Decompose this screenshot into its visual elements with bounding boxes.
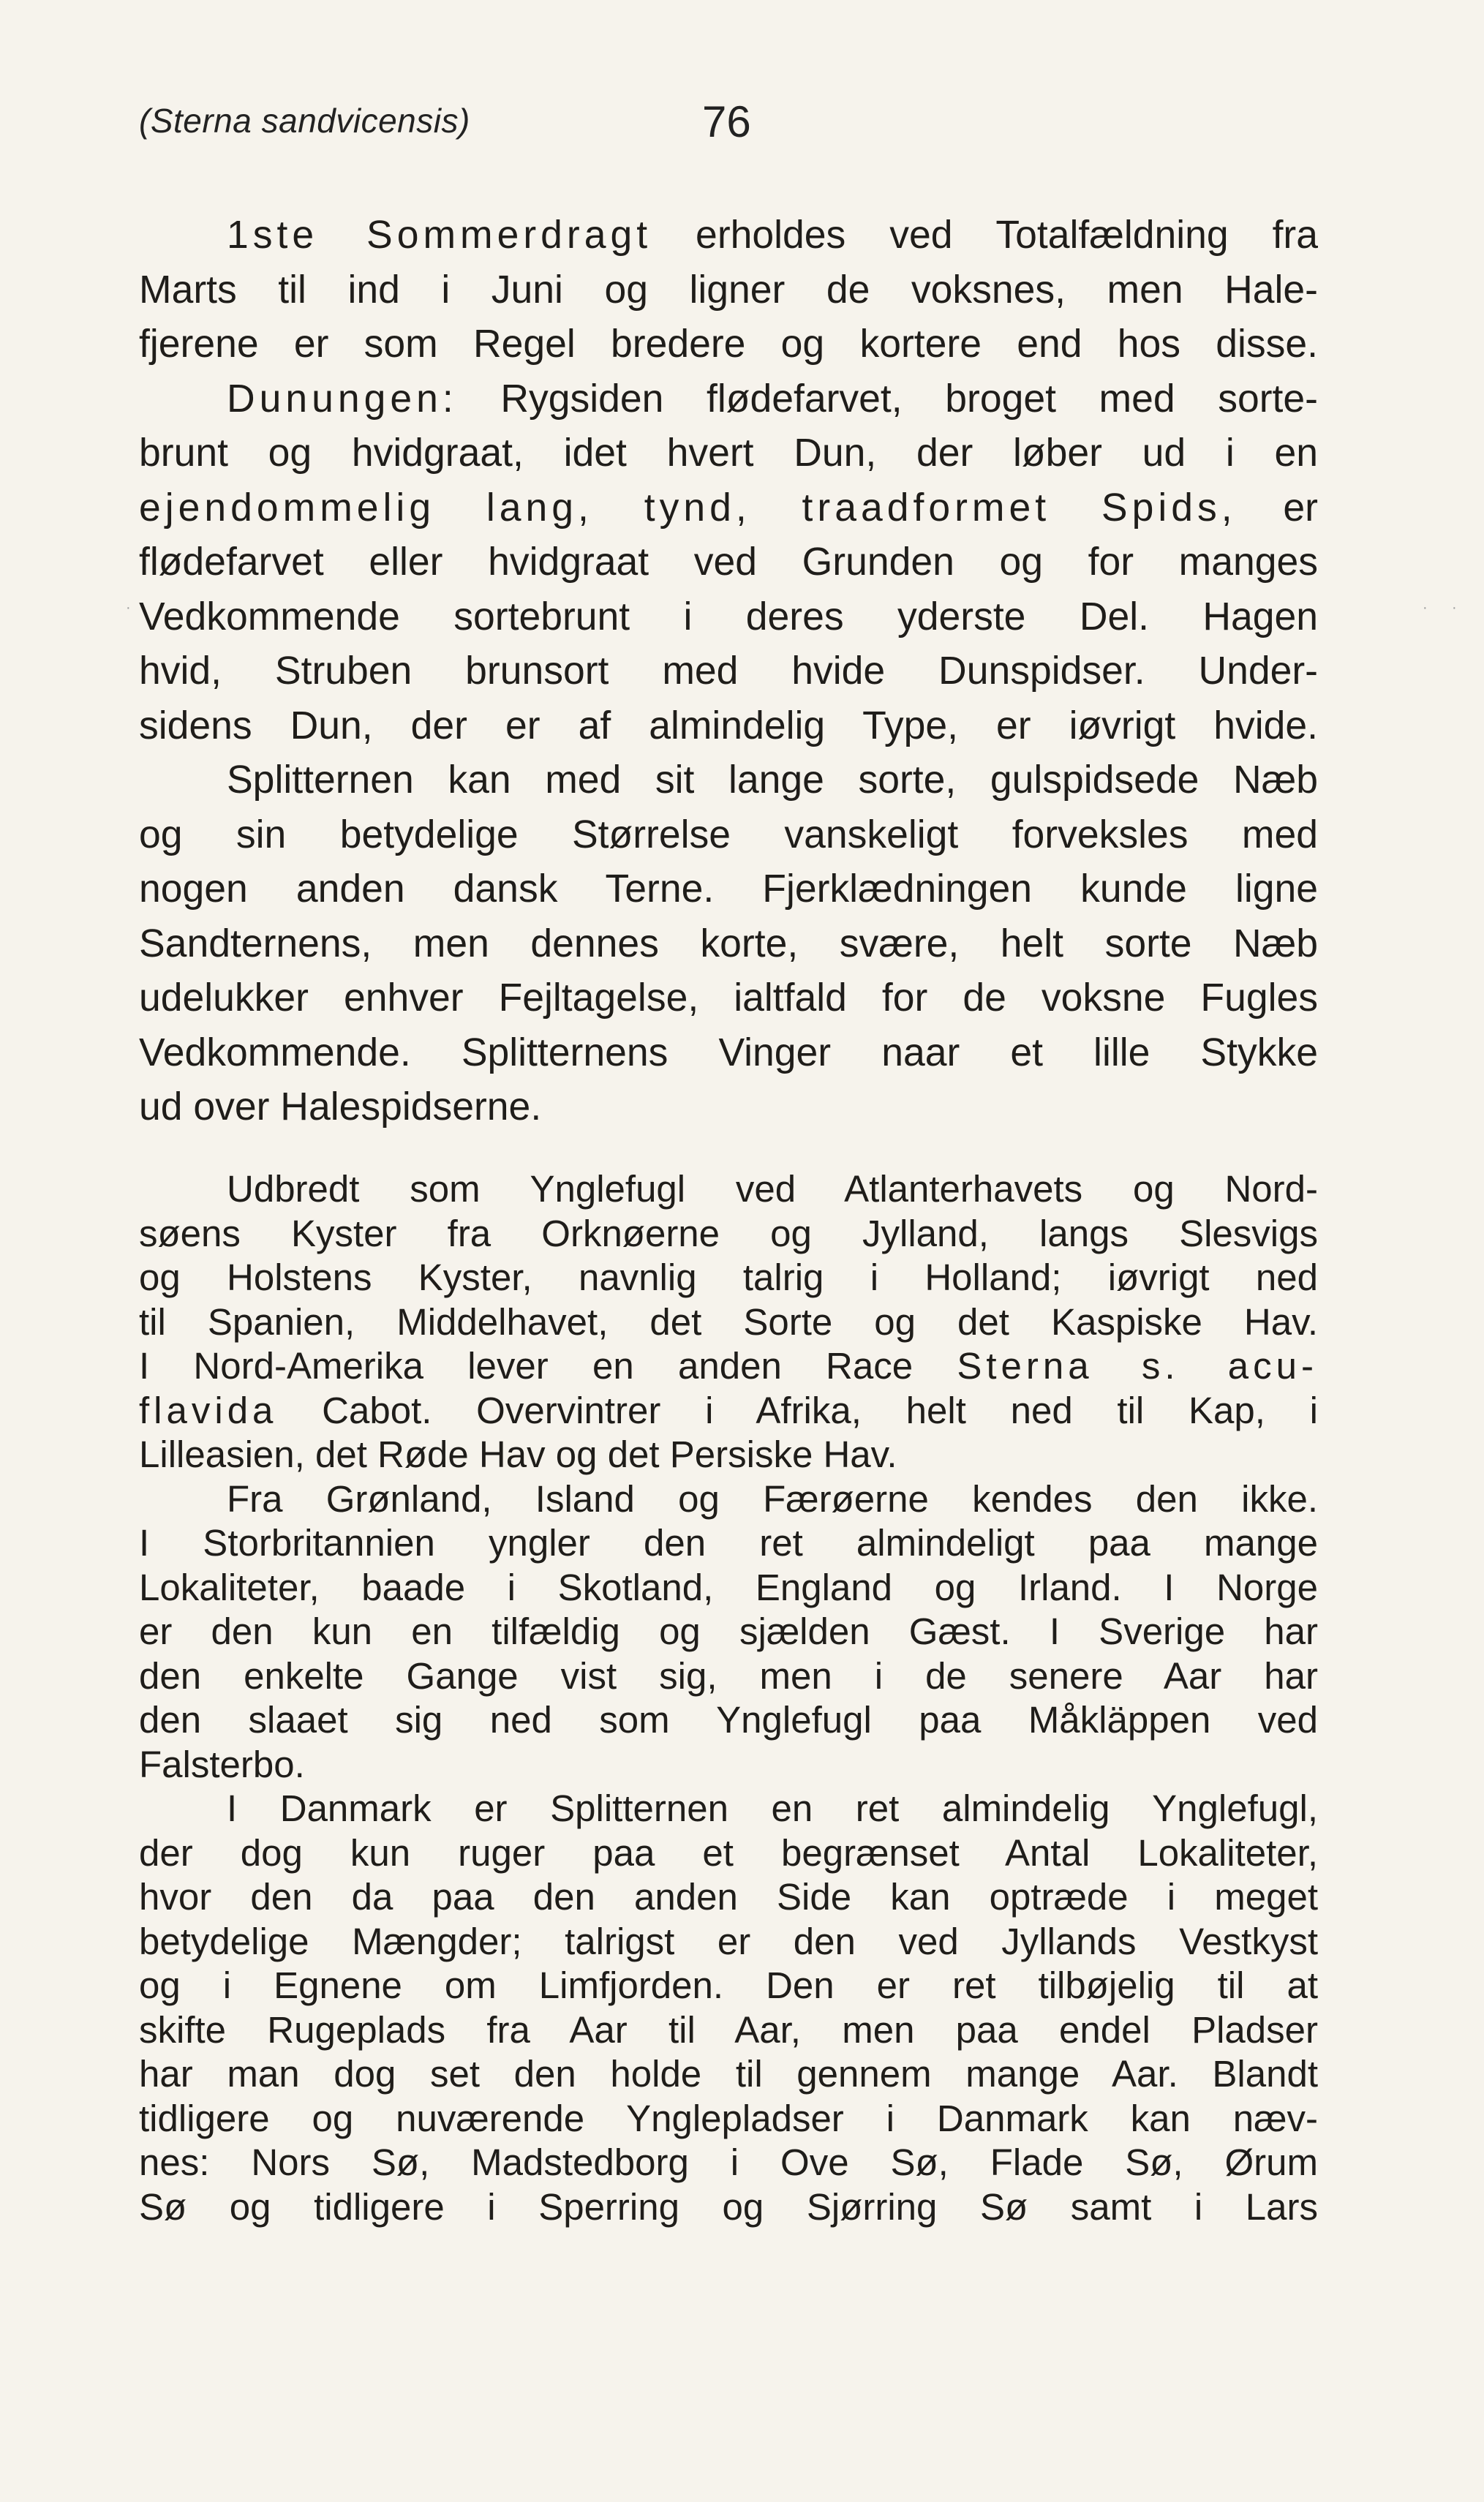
text-line: Lilleasien, det Røde Hav og det Persiske Hav.	[139, 1433, 897, 1475]
text-line: nogen anden dansk Terne. Fjerklædningen kunde ligne	[139, 867, 1318, 911]
text-line: fjerene er som Regel bredere og kortere end hos disse.	[139, 323, 1318, 366]
text-line: I Danmark er Splitternen en ret almindelig Ynglefugl,	[227, 1787, 1318, 1829]
text-line: skifte Rugeplads fra Aar til Aar, men paa endel Pladser	[139, 2008, 1318, 2051]
scan-speck: ·	[1423, 600, 1428, 616]
text-line: Fra Grønland, Island og Færøerne kendes den ikke.	[227, 1477, 1318, 1520]
page-number: 76	[702, 97, 751, 146]
paragraph-identification	[139, 753, 1318, 1135]
text-line: I Nord-Amerika lever en anden Race Sterna s. acu-	[139, 1345, 1318, 1387]
text-line: flødefarvet eller hvidgraat ved Grunden og for manges	[139, 540, 1318, 584]
text-line: tidligere og nuværende Ynglepladser i Danmark kan næv-	[139, 2097, 1318, 2139]
text-line: og i Egnene om Limfjorden. Den er ret tilbøjelig til at	[139, 1964, 1318, 2006]
paragraph-distribution	[139, 1167, 1318, 1477]
paragraph-north-europe	[139, 1477, 1318, 1787]
text-line: udelukker enhver Fejltagelse, ialtfald for de voksne Fugles	[139, 976, 1318, 1020]
text-line: søens Kyster fra Orknøerne og Jylland, langs Slesvigs	[139, 1212, 1318, 1254]
text-line: har man dog set den holde til gennem mange Aar. Blandt	[139, 2053, 1318, 2095]
text-line: Marts til ind i Juni og ligner de voksnes, men Hale-	[139, 268, 1318, 312]
text-line: Sø og tidligere i Sperring og Sjørring Sø samt i Lars	[139, 2185, 1318, 2228]
running-head: (Sterna sandvicensis)	[139, 102, 470, 140]
paragraph-denmark	[139, 1787, 1318, 2229]
text-line: der dog kun ruger paa et begrænset Antal Lokaliteter,	[139, 1831, 1318, 1874]
text-line: den enkelte Gange vist sig, men i de senere Aar har	[139, 1654, 1318, 1697]
text-line: Splitternen kan med sit lange sorte, gulspidsede Næb	[227, 758, 1318, 802]
text-line: Sandternens, men dennes korte, svære, helt sorte Næb	[139, 922, 1318, 965]
text-line: hvid, Struben brunsort med hvide Dunspidser. Under-	[139, 649, 1318, 693]
text-line: Falsterbo.	[139, 1743, 305, 1785]
scan-speck: ·	[1452, 600, 1457, 616]
text-line: den slaaet sig ned som Ynglefugl paa Måkläppen ved	[139, 1699, 1318, 1741]
page-header	[139, 97, 1324, 159]
text-line: Dunungen: Rygsiden flødefarvet, broget med sorte-	[227, 377, 1318, 421]
text-line: I Storbritannien yngler den ret almindeligt paa mange	[139, 1522, 1318, 1564]
text-line: betydelige Mængder; talrigst er den ved Jyllands Vestkyst	[139, 1920, 1318, 1962]
text-line: er den kun en tilfældig og sjælden Gæst. I Sverige har	[139, 1610, 1318, 1652]
text-line: sidens Dun, der er af almindelig Type, er iøvrigt hvide.	[139, 704, 1318, 747]
text-line: brunt og hvidgraat, idet hvert Dun, der løber ud i en	[139, 432, 1318, 475]
text-line: flavida Cabot. Overvintrer i Afrika, helt ned til Kap, i	[139, 1389, 1318, 1431]
text-line: og sin betydelige Størrelse vanskeligt forveksles med	[139, 813, 1318, 856]
text-line: Udbredt som Ynglefugl ved Atlanterhavets og Nord-	[227, 1168, 1318, 1210]
text-line: og Holstens Kyster, navnlig talrig i Holland; iøvrigt ned	[139, 1256, 1318, 1298]
plumage-section	[139, 208, 1318, 1135]
text-line: ejendommelig lang, tynd, traadformet Spids, er	[139, 486, 1318, 530]
text-line: 1ste Sommerdragt erholdes ved Totalfældning fra	[227, 214, 1319, 257]
distribution-section	[139, 1167, 1318, 2229]
text-line: ud over Halespidserne.	[139, 1085, 542, 1128]
text-line: til Spanien, Middelhavet, det Sorte og det Kaspiske Hav.	[139, 1300, 1318, 1343]
text-line: Vedkommende. Splitternens Vinger naar et lille Stykke	[139, 1030, 1318, 1074]
text-line: Vedkommende sortebrunt i deres yderste Del. Hagen	[139, 595, 1318, 638]
text-line: nes: Nors Sø, Madstedborg i Ove Sø, Flade Sø, Ørum	[139, 2141, 1318, 2183]
text-line: hvor den da paa den anden Side kan optræde i meget	[139, 1876, 1318, 1918]
text-line: Lokaliteter, baade i Skotland, England og Irland. I Norge	[139, 1566, 1318, 1608]
scan-speck: ·	[126, 600, 131, 616]
paragraph-downy-young	[139, 372, 1318, 754]
paragraph-summer-plumage	[139, 208, 1318, 372]
